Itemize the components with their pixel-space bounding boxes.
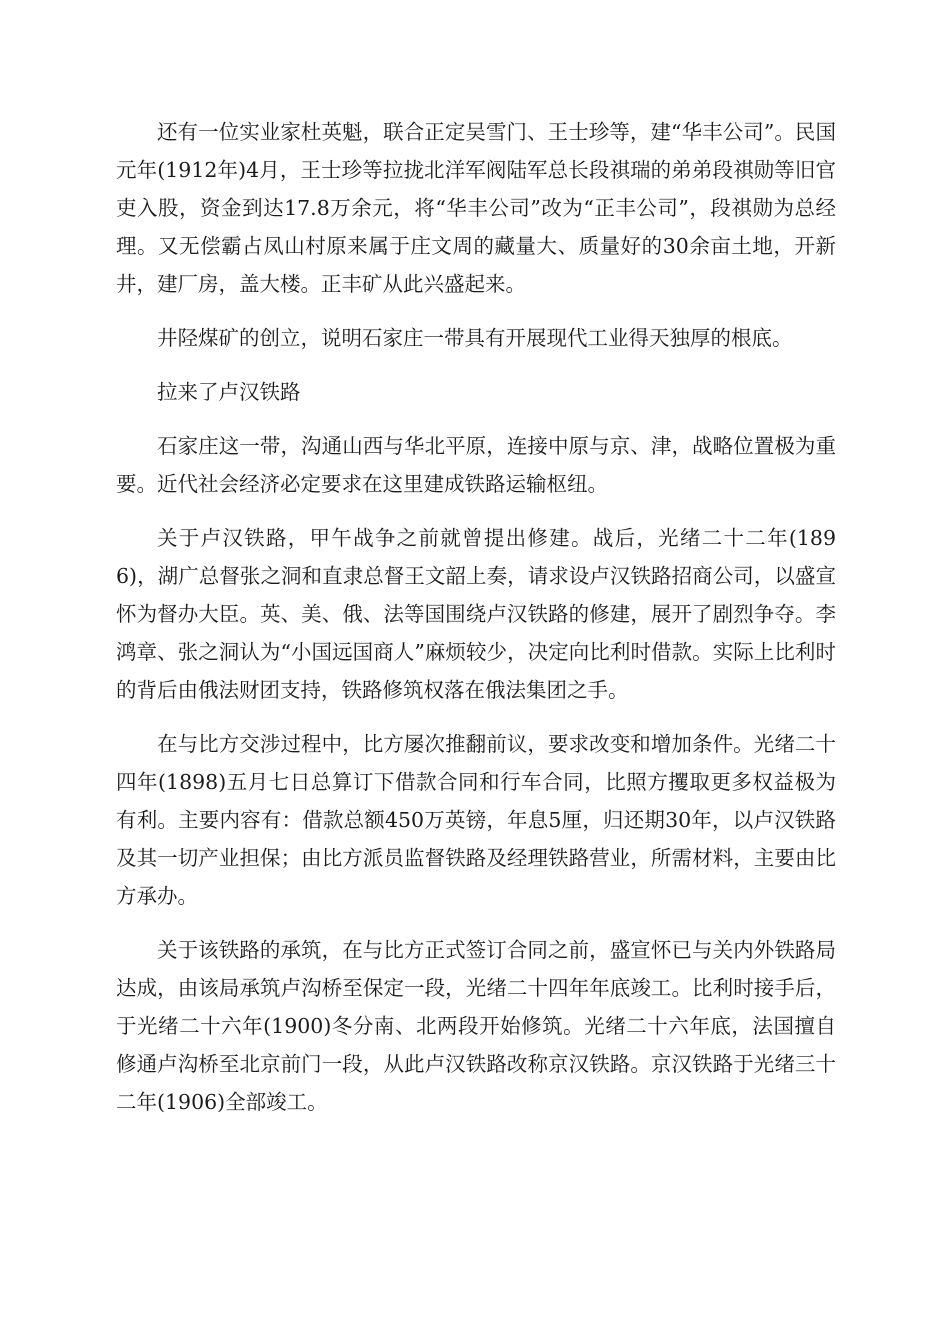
paragraph-strategic-location: 石家庄这一带，沟通山西与华北平原，连接中原与京、津，战略位置极为重要。近代社会经济必定要求在这里建成铁路运输枢纽。 — [116, 434, 836, 496]
paragraph-huafeng-company: 还有一位实业家杜英魁，联合正定吴雪门、王士珍等，建“华丰公司”。民国元年(1912年)4月，王士珍等拉拢北洋军阀陆军总长段祺瑞的弟弟段祺勋等旧官吏入股，资金到达17.8万余元，将“华丰公司”改为“正丰公司”，段祺勋为总经理。又无偿霸占凤山村原来属于庄文周的藏量大、质量好的30余亩土地，开新井，建厂房，盖大楼。正丰矿从此兴盛起来。 — [116, 120, 836, 296]
document-page — [116, 113, 836, 1121]
paragraph-railway-construction: 关于该铁路的承筑，在与比方正式签订合同之前，盛宣怀已与关内外铁路局达成，由该局承筑卢沟桥至保定一段，光绪二十四年年底竣工。比利时接手后，于光绪二十六年(1900)冬分南、北两段开始修筑。光绪二十六年底，法国擅自修通卢沟桥至北京前门一段，从此卢汉铁路改称京汉铁路。京汉铁路于光绪三十二年(1906)全部竣工。 — [116, 938, 836, 1114]
paragraph-belgian-negotiation: 在与比方交涉过程中，比方屡次推翻前议，要求改变和增加条件。光绪二十四年(1898)五月七日总算订下借款合同和行车合同，比照方攫取更多权益极为有利。主要内容有：借款总额450万英镑，年息5厘，归还期30年，以卢汉铁路及其一切产业担保；由比方派员监督铁路及经理铁路营业，所需材料，主要由比方承办。 — [116, 732, 836, 908]
section-heading: 拉来了卢汉铁路 — [157, 380, 301, 404]
paragraph-jingxing-mine: 井陉煤矿的创立，说明石家庄一带具有开展现代工业得天独厚的根底。 — [157, 326, 793, 350]
paragraph-luhan-railway-history: 关于卢汉铁路，甲午战争之前就曾提出修建。战后，光绪二十二年(1896)，湖广总督张之洞和直隶总督王文韶上奏，请求设卢汉铁路招商公司，以盛宣怀为督办大臣。英、美、俄、法等国围绕卢汉铁路的修建，展开了剧烈争夺。李鸿章、张之洞认为“小国远国商人”麻烦较少，决定向比利时借款。实际上比利时的背后由俄法财团支持，铁路修筑权落在俄法集团之手。 — [116, 526, 836, 702]
